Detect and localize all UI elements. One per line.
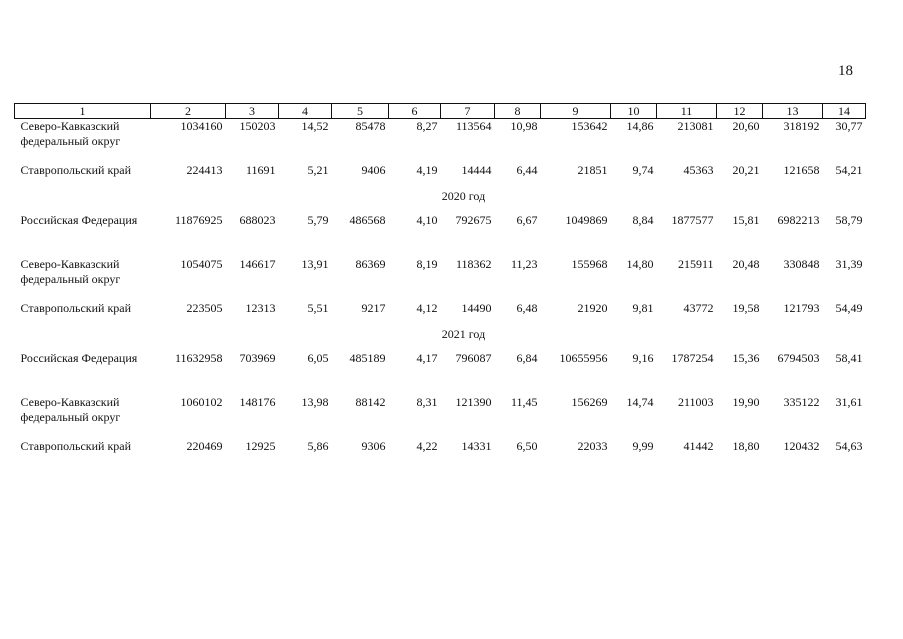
table-cell: 5,51 [307,301,329,315]
table-cell: 9,99 [632,439,654,453]
table-cell: 220469 [186,439,223,453]
table-cell: 6,84 [516,351,538,365]
table-cell: 8,84 [632,213,654,227]
table-cell: 792675 [455,213,492,227]
table-cell: 148176 [239,395,276,409]
header-row [15,104,866,119]
table-cell: 155968 [571,257,608,271]
table-cell: 11,23 [510,257,538,271]
table-cell: 150203 [239,119,276,133]
table-cell: 14444 [461,163,492,177]
table-cell: 120432 [783,439,820,453]
table-cell: 20,21 [732,163,760,177]
region-name: Северо-Кавказский федеральный округ [20,395,121,424]
table-cell: 13,91 [301,257,329,271]
table-cell: 9,74 [632,163,654,177]
table-cell: 6,44 [516,163,538,177]
table-cell: 330848 [783,257,820,271]
table-cell: 45363 [683,163,714,177]
table-cell: 8,27 [416,119,438,133]
table-cell: 15,36 [732,351,760,365]
year-label: 2021 год [441,327,486,341]
table-cell: 15,81 [732,213,760,227]
column-number-1: 1 [15,104,151,119]
table-cell: 223505 [186,301,223,315]
table-cell: 6,67 [516,213,538,227]
column-number-5: 5 [332,104,389,119]
table-cell: 58,41 [835,351,863,365]
table-cell: 14331 [461,439,492,453]
table-cell: 335122 [783,395,820,409]
region-name: Российская Федерация [20,213,138,227]
table-cell: 9,16 [632,351,654,365]
column-number-11: 11 [657,104,717,119]
column-number-12: 12 [717,104,763,119]
table-cell: 13,98 [301,395,329,409]
table-cell: 41442 [683,439,714,453]
region-name: Ставропольский край [20,301,132,315]
table-cell: 4,19 [416,163,438,177]
table-cell: 1877577 [671,213,714,227]
table-cell: 31,39 [835,257,863,271]
year-separator-row [15,189,866,213]
table-cell: 14490 [461,301,492,315]
table-cell: 19,58 [732,301,760,315]
table-cell: 4,22 [416,439,438,453]
table-cell: 215911 [677,257,714,271]
table-cell: 1054075 [180,257,223,271]
table-row [15,213,866,257]
table-cell: 1787254 [671,351,714,365]
table-cell: 9306 [361,439,386,453]
column-number-13: 13 [763,104,823,119]
column-number-3: 3 [226,104,279,119]
table-cell: 9406 [361,163,386,177]
region-name: Северо-Кавказский федеральный округ [20,257,121,286]
column-number-4: 4 [279,104,332,119]
table-cell: 796087 [455,351,492,365]
table-row [15,257,866,301]
page-number: 18 [838,63,853,79]
table-cell: 1049869 [565,213,608,227]
table-cell: 21851 [577,163,608,177]
table-cell: 54,21 [835,163,863,177]
table-cell: 211003 [677,395,714,409]
table-cell: 9,81 [632,301,654,315]
table-cell: 5,86 [307,439,329,453]
table-cell: 11691 [245,163,276,177]
column-number-7: 7 [441,104,495,119]
table-cell: 703969 [239,351,276,365]
table-cell: 485189 [349,351,386,365]
column-number-6: 6 [389,104,441,119]
table-cell: 19,90 [732,395,760,409]
year-separator-row [15,327,866,351]
table-cell: 85478 [355,119,386,133]
table-cell: 10655956 [559,351,608,365]
table-cell: 88142 [355,395,386,409]
table-cell: 86369 [355,257,386,271]
table-cell: 6,05 [307,351,329,365]
table-row [15,119,866,164]
table-cell: 8,31 [416,395,438,409]
table-cell: 6982213 [777,213,820,227]
table-cell: 31,61 [835,395,863,409]
table-row [15,395,866,439]
table-row [15,163,866,189]
table-cell: 224413 [186,163,223,177]
table-cell: 43772 [683,301,714,315]
table-cell: 8,19 [416,257,438,271]
table-cell: 12313 [245,301,276,315]
column-number-9: 9 [541,104,611,119]
table-body [15,119,866,466]
column-number-2: 2 [151,104,226,119]
table-cell: 12925 [245,439,276,453]
table-cell: 14,80 [626,257,654,271]
table-row [15,439,866,465]
table-cell: 113564 [455,119,492,133]
table-cell: 18,80 [732,439,760,453]
table-cell: 4,10 [416,213,438,227]
table-cell: 14,74 [626,395,654,409]
table-cell: 213081 [677,119,714,133]
table-cell: 121793 [783,301,820,315]
table-cell: 118362 [455,257,492,271]
column-number-8: 8 [495,104,541,119]
table-cell: 58,79 [835,213,863,227]
year-label: 2020 год [441,189,486,203]
table-cell: 30,77 [835,119,863,133]
region-name: Ставропольский край [20,439,132,453]
table-cell: 486568 [349,213,386,227]
column-number-14: 14 [823,104,866,119]
table-row [15,351,866,395]
table-cell: 4,12 [416,301,438,315]
column-number-10: 10 [611,104,657,119]
table-cell: 121658 [783,163,820,177]
table-cell: 5,21 [307,163,329,177]
table-cell: 21920 [577,301,608,315]
table-cell: 6,50 [516,439,538,453]
table-cell: 14,52 [301,119,329,133]
table-cell: 121390 [455,395,492,409]
table-header [15,104,866,119]
table-cell: 20,48 [732,257,760,271]
table-cell: 11632958 [174,351,223,365]
table-cell: 5,79 [307,213,329,227]
region-name: Ставропольский край [20,163,132,177]
table-cell: 318192 [783,119,820,133]
table-cell: 1060102 [180,395,223,409]
table-cell: 11876925 [174,213,223,227]
table-cell: 4,17 [416,351,438,365]
table-cell: 6,48 [516,301,538,315]
table-cell: 688023 [239,213,276,227]
table-cell: 10,98 [510,119,538,133]
table-cell: 9217 [361,301,386,315]
table-cell: 54,63 [835,439,863,453]
table-cell: 14,86 [626,119,654,133]
region-name: Российская Федерация [20,351,138,365]
statistics-table [14,103,866,465]
table-cell: 146617 [239,257,276,271]
table-cell: 6794503 [777,351,820,365]
table-cell: 153642 [571,119,608,133]
table-cell: 156269 [571,395,608,409]
table-row [15,301,866,327]
table-cell: 11,45 [510,395,538,409]
region-name: Северо-Кавказский федеральный округ [20,119,121,148]
table-cell: 20,60 [732,119,760,133]
table-cell: 1034160 [180,119,223,133]
table-cell: 54,49 [835,301,863,315]
table-cell: 22033 [577,439,608,453]
